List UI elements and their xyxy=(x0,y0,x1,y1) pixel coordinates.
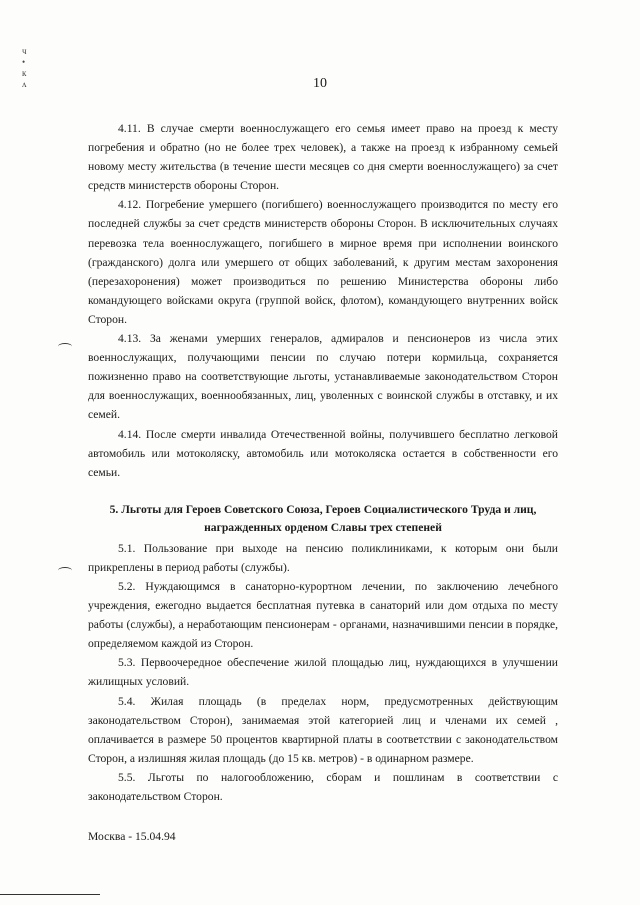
paragraph-4-11: 4.11. В случае смерти военнослужащего его семья имеет право на проезд к месту погребения и обратно (но не более трех человек), а также на проезд к избранному семьей новому месту жительства (в течение шести месяцев со дня смерти военнослужащего) за счет средств министерств обороны Сторон. xyxy=(88,122,558,193)
pencil-bracket-mark xyxy=(58,343,72,350)
paragraph-5-4: 5.4. Жилая площадь (в пределах норм, предусмотренных действующим законодательством Сторон), занимаемая этой категорией лиц и членами их семей , оплачивается в размере 50 процентов квартирной платы в соответствии с законодательством Сторон, а излишняя жилая площадь (до 15 кв. метров) - в одинарном размере. xyxy=(88,694,558,765)
paragraph-4-13: 4.13. За женами умерших генералов, адмиралов и пенсионеров из числа этих военнослужащих, получающими пенсии по случаю потери кормильца, сохраняется пожизненно право на соответствующие льготы, устанавливаемые законодательством Сторон для военнослужащих, военнообязанных, лиц, уволенных с воинской службы в отставку, и их семей. xyxy=(88,332,558,422)
margin-mark: к xyxy=(22,68,27,78)
paragraph-4-12: 4.12. Погребение умершего (погибшего) военнослужащего производится по месту его последней службы за счет средств министерств обороны Сторон. В исключительных случаях перевозка тела военнослужащего, погибшего в мирное время при исполнении воинского (гражданского) долга или умершего от общих заболеваний, к другим местам захоронения (перезахоронения) может производиться по решению Министерства обороны либо командующего войсками округа (группой войск, флотом), командующего внутренних войск Сторон. xyxy=(88,198,558,326)
margin-mark: • xyxy=(22,57,26,67)
paragraph-5-1: 5.1. Пользование при выходе на пенсию поликлиниками, к которым они были прикреплены в период работы (службы). xyxy=(88,541,558,574)
footer-rule xyxy=(0,894,100,895)
page-number: 10 xyxy=(313,76,327,91)
paragraph-5-2: 5.2. Нуждающимся в санаторно-курортном лечении, по заключению лечебного учреждения, ежегодно выдается бесплатная путевка в санаторий или дом отдыха по месту работы (службы), а неработающим пенсионерам - органами, назначившими пенсии в порядке, определяемом каждой из Сторон. xyxy=(88,579,558,651)
paragraph-5-3: 5.3. Первоочередное обеспечение жилой площадью лиц, нуждающихся в улучшении жилищных условий. xyxy=(88,656,558,689)
margin-mark: ʌ xyxy=(22,79,27,89)
paragraph-4-14: 4.14. После смерти инвалида Отечественной войны, получившего бесплатно легковой автомобиль или мотоколяску, автомобиль или мотоколяска остается в собственности его семьи. xyxy=(88,427,558,479)
pencil-bracket-mark xyxy=(58,567,72,574)
margin-mark: ч xyxy=(22,46,27,56)
paragraph-5-5: 5.5. Льготы по налогообложению, сборам и пошлинам в соответствии с законодательством Сторон. xyxy=(88,770,558,803)
document-footer: Москва - 15.04.94 xyxy=(88,830,176,843)
document-body xyxy=(88,119,558,806)
section-heading: 5. Льготы для Героев Советского Союза, Героев Социалистического Труда и лиц, награжденных орденом Славы трех степеней xyxy=(109,502,537,535)
